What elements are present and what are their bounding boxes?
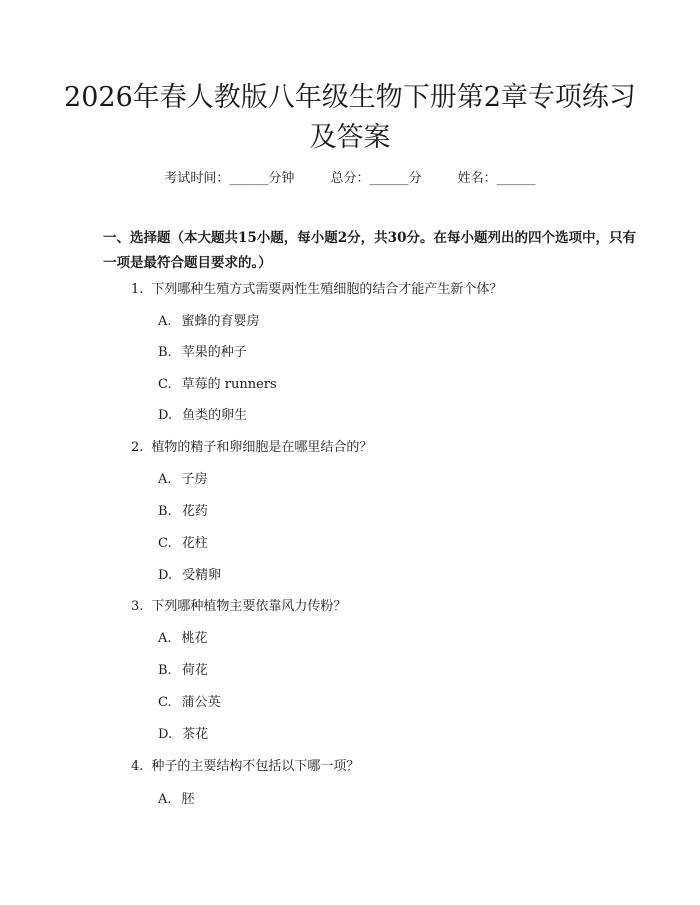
section-heading: 一、选择题（本大题共15小题，每小题2分，共30分。在每小题列出的四个选项中，只有一项是最符合题目要求的。） (103, 230, 636, 271)
option-text: 子房 (181, 472, 208, 487)
option (158, 630, 208, 648)
option-letter: B. (158, 504, 172, 519)
option-letter: A. (158, 631, 172, 646)
total-score-field: 总分：______分 (330, 171, 422, 186)
option-letter: D. (158, 727, 173, 742)
option-text: 草莓的 runners (181, 377, 277, 392)
option (158, 726, 208, 744)
option-letter: C. (158, 695, 172, 710)
option-letter: C. (158, 536, 172, 551)
option (158, 535, 208, 553)
exam-time-field: 考试时间：______分钟 (164, 171, 295, 186)
option-letter: D. (158, 408, 173, 423)
option (158, 313, 260, 331)
option-text: 受精卵 (182, 568, 222, 583)
question-text: 下列哪种生殖方式需要两性生殖细胞的结合才能产生新个体？ (151, 282, 503, 297)
question (131, 758, 359, 776)
option-text: 鱼类的卵生 (182, 408, 248, 423)
option-letter: B. (158, 345, 172, 360)
option-letter: C. (158, 377, 172, 392)
question (131, 281, 502, 299)
exam-info (0, 170, 700, 188)
option-letter: A. (158, 792, 172, 807)
option-text: 花柱 (181, 536, 208, 551)
option (158, 503, 208, 521)
option (158, 694, 221, 712)
option (158, 662, 208, 680)
option (158, 407, 247, 425)
option-letter: A. (158, 472, 172, 487)
question-number: 4. (131, 759, 144, 774)
document-title: 2026年春人教版八年级生物下册第2章专项练习及答案 (64, 82, 636, 153)
question-text: 植物的精子和卵细胞是在哪里结合的？ (151, 440, 373, 455)
option-text: 荷花 (181, 663, 208, 678)
option-text: 胚 (181, 792, 195, 807)
option-letter: B. (158, 663, 172, 678)
option-letter: A. (158, 314, 172, 329)
question (131, 598, 346, 616)
question-text: 种子的主要结构不包括以下哪一项？ (151, 759, 360, 774)
option-text: 茶花 (182, 727, 209, 742)
option-letter: D. (158, 568, 173, 583)
question-text: 下列哪种植物主要依靠风力传粉？ (151, 599, 347, 614)
student-name-field: 姓名：______ (457, 171, 536, 186)
option (158, 471, 208, 489)
question-number: 1. (131, 282, 144, 297)
option-text: 蜜蜂的育婴房 (181, 314, 260, 329)
option (158, 344, 247, 362)
option (158, 376, 277, 394)
option (158, 791, 195, 809)
question-number: 2. (131, 440, 144, 455)
option-text: 苹果的种子 (181, 345, 247, 360)
option-text: 花药 (181, 504, 208, 519)
question-number: 3. (131, 599, 144, 614)
option-text: 桃花 (181, 631, 208, 646)
question (131, 439, 372, 457)
option-text: 蒲公英 (181, 695, 221, 710)
option (158, 567, 221, 585)
